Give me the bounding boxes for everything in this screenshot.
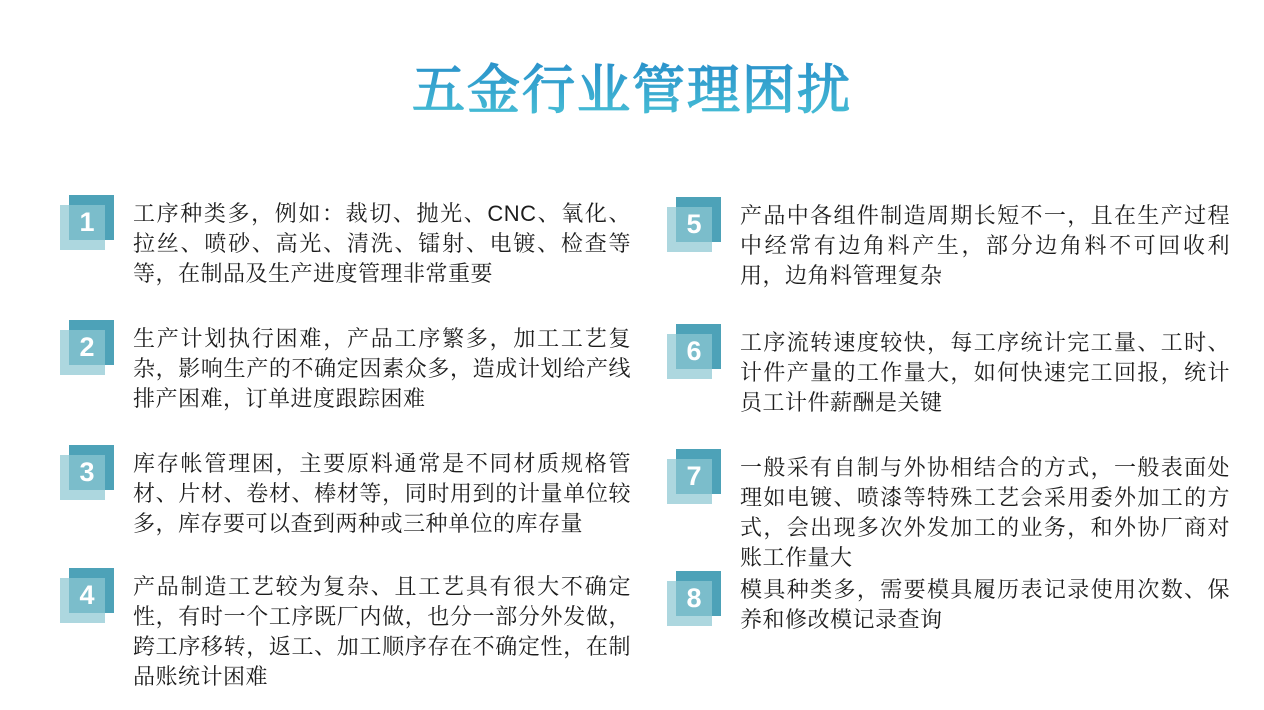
number-badge-6 [667, 324, 722, 380]
issue-text: 一般采有自制与外协相结合的方式，一般表面处理如电镀、喷漆等特殊工艺会采用委外加工的方式，会出现多次外发加工的业务，和外协厂商对账工作量大 [740, 455, 1230, 570]
issue-number: 6 [686, 336, 702, 366]
issue-text: 生产计划执行困难，产品工序繁多，加工工艺复杂，影响生产的不确定因素众多，造成计划给产线排产困难，订单进度跟踪困难 [133, 326, 631, 411]
issue-item-1 [60, 195, 631, 289]
issue-number: 5 [686, 209, 702, 239]
issue-number: 1 [79, 207, 95, 237]
issue-item-5 [667, 197, 1230, 291]
issue-item-2 [60, 320, 631, 414]
number-badge-4 [60, 568, 115, 624]
issue-text: 库存帐管理困，主要原料通常是不同材质规格管材、片材、卷材、棒材等，同时用到的计量单位较多，库存要可以查到两种或三种单位的库存量 [133, 451, 631, 536]
number-badge-1 [60, 195, 115, 251]
number-badge-3 [60, 445, 115, 501]
issue-number: 4 [79, 580, 95, 610]
issue-item-3 [60, 445, 631, 539]
page-title: 五金行业管理困扰 [0, 48, 1264, 124]
issue-text: 工序种类多，例如：裁切、抛光、CNC、氧化、拉丝、喷砂、高光、清洗、镭射、电镀、检查等等，在制品及生产进度管理非常重要 [133, 201, 631, 286]
number-badge-8 [667, 571, 722, 627]
issue-text: 产品制造工艺较为复杂、且工艺具有很大不确定性，有时一个工序既厂内做，也分一部分外发做，跨工序移转，返工、加工顺序存在不确定性，在制品账统计困难 [133, 574, 631, 689]
issue-item-7 [667, 449, 1230, 573]
issue-number: 3 [79, 457, 95, 487]
number-badge-2 [60, 320, 115, 376]
issue-text: 工序流转速度较快，每工序统计完工量、工时、计件产量的工作量大，如何快速完工回报，统计员工计件薪酬是关键 [740, 330, 1230, 415]
issue-text: 模具种类多，需要模具履历表记录使用次数、保养和修改模记录查询 [740, 577, 1230, 632]
issue-number: 7 [686, 461, 702, 491]
issue-item-8 [667, 571, 1230, 635]
issue-number: 2 [79, 332, 95, 362]
issue-text: 产品中各组件制造周期长短不一，且在生产过程中经常有边角料产生，部分边角料不可回收利用，边角料管理复杂 [740, 203, 1230, 288]
issue-item-4 [60, 568, 631, 692]
number-badge-7 [667, 449, 722, 505]
number-badge-5 [667, 197, 722, 253]
issue-item-6 [667, 324, 1230, 418]
issue-number: 8 [686, 583, 702, 613]
